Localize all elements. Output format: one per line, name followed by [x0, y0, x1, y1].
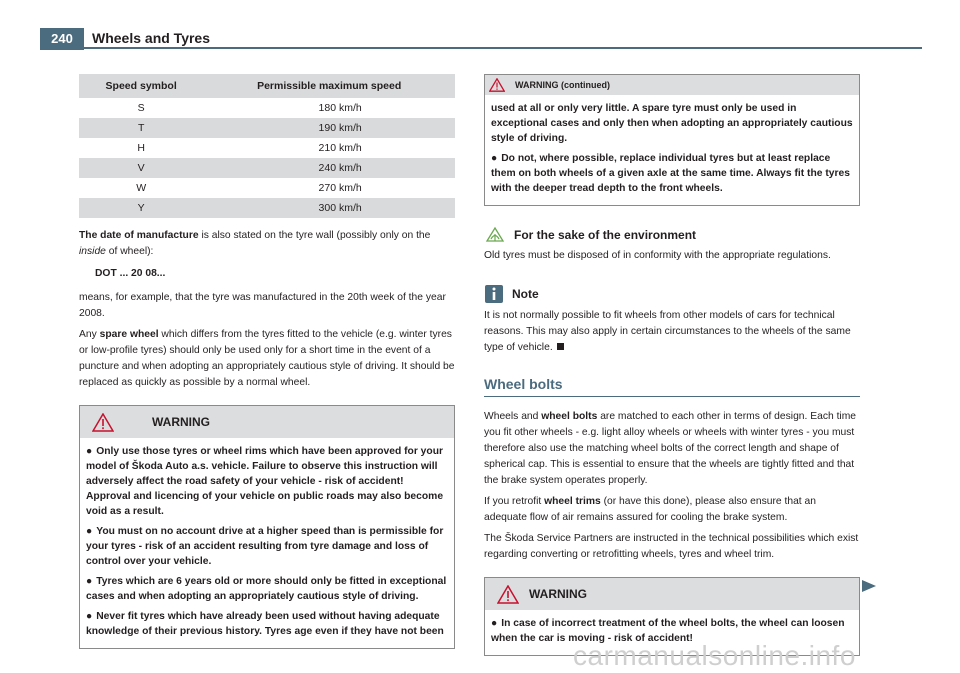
note-text: It is not normally possible to fit wheels from other models of cars for technical reasons. This may also apply in certain circumstances to the wheels of the same type of vehicle. [484, 310, 851, 353]
table-row [79, 198, 455, 218]
table-row [79, 98, 455, 118]
date-of-manufacture-paragraph [79, 228, 455, 260]
speed-cell: 300 km/h [203, 198, 455, 218]
speed-cell: 210 km/h [318, 142, 362, 154]
wheel-bolts-bold: wheel bolts [541, 411, 598, 422]
symbol-cell: S [137, 102, 145, 114]
warning-continued-body [485, 95, 859, 205]
warning-triangle-icon [92, 413, 114, 432]
warning-continued-box [484, 74, 860, 206]
means-paragraph: means, for example, that the tyre was manufactured in the 20th week of the year 2008. [79, 292, 446, 319]
dot-code: DOT ... 20 08... [95, 268, 166, 279]
symbol-cell: V [79, 158, 203, 178]
date-end: of wheel): [105, 246, 154, 257]
environment-text: Old tyres must be disposed of in conformity with the appropriate regulations. [484, 250, 831, 261]
watermark: carmanualsonline.info [573, 640, 856, 671]
header-rule [84, 47, 922, 49]
warning-item: ● Never fit tyres which have already been used without having adequate knowledge of their previous history. Tyres age even if they have not been [86, 611, 444, 637]
section-rule [484, 396, 860, 397]
warning-item: ● Tyres which are 6 years old or more should only be fitted in exceptional cases and when adopting an appropriately cautious style of driving. [86, 576, 447, 602]
wheel-bolts-paragraph-3: The Škoda Service Partners are instructed in the technical possibilities which exist regarding converting or retrofitting wheels, tyres and wheel trim. [484, 533, 859, 560]
warning-item: ● You must on no account drive at a higher speed than is permissible for your tyres - risk of an accident resulting from tyre damage and loss of control over your vehicle. [86, 526, 444, 567]
speed-cell: 180 km/h [318, 102, 362, 114]
right-column [484, 74, 860, 656]
warning-body [80, 438, 454, 648]
warning-header [485, 578, 859, 610]
warning-box [79, 405, 455, 649]
date-bold: The date of manufacture [79, 230, 199, 241]
table-row [79, 158, 455, 178]
note-heading [484, 284, 860, 304]
warning-item: ● Do not, where possible, replace individual tyres but at least replace them on both wheels of a given axle at the same time. Always fit the tyres with the deeper tread depth to the front wheels. [491, 153, 850, 194]
section-title-wheel-bolts: Wheel bolts [484, 376, 563, 392]
environment-heading [484, 226, 860, 244]
date-italic: inside [79, 246, 106, 257]
symbol-cell: H [137, 142, 145, 154]
spare-bold: spare wheel [99, 329, 159, 340]
table-row [79, 138, 455, 158]
warning-title: WARNING [152, 415, 210, 429]
symbol-cell: T [79, 118, 203, 138]
left-column [79, 74, 455, 649]
date-text: is also stated on the tyre wall (possibly only on the [198, 230, 431, 241]
table-row [79, 178, 455, 198]
col-header-speed: Permissible maximum speed [203, 74, 455, 98]
wheel-bolts-paragraph-1: Wheels and wheel bolts are matched to each other in terms of design. Each time you fit other wheels - e.g. light alloy wheels or wheels with winter tyres - you must therefore also use the matching wheel bolts of the correct length and shape of spherical cap. This is essential to ensure that the wheels are tightly fitted and that the brake system operates properly. [484, 411, 857, 486]
wheel-bolts-paragraph-2: If you retrofit wheel trims (or have this done), please also ensure that an adequate flow of air remains assured for cooling the brake system. [484, 496, 816, 523]
end-marker [557, 343, 564, 350]
environment-title: For the sake of the environment [514, 228, 697, 242]
warning-continued-title: WARNING (continued) [515, 80, 610, 90]
note-info-icon [484, 284, 504, 304]
chapter-title: Wheels and Tyres [92, 30, 211, 46]
spare-text: which differs from the tyres fitted to the vehicle (e.g. winter tyres or low-profile tyres) should only be used only for a short time in the event of a puncture and when adopting an appropriately cautious style of driving. It should be replaced as quickly as possible by a normal wheel. [79, 329, 455, 388]
warning-triangle-icon [489, 78, 505, 92]
speed-cell: 190 km/h [203, 118, 455, 138]
note-title: Note [512, 287, 539, 301]
speed-symbol-table [79, 74, 455, 218]
symbol-cell: W [136, 182, 147, 194]
col-header-symbol: Speed symbol [79, 74, 203, 98]
spare-wheel-paragraph [79, 327, 455, 391]
warning-continued-text: used at all or only very little. A spare tyre must only be used in exceptional cases and only then when adopting an appropriately cautious style of driving. [491, 103, 853, 144]
warning-header [80, 406, 454, 438]
table-row [79, 118, 455, 138]
continue-arrow-icon [862, 580, 876, 592]
recycle-leaf-icon [484, 226, 506, 244]
speed-cell: 270 km/h [318, 182, 362, 194]
warning-triangle-icon [497, 585, 519, 604]
symbol-cell: Y [79, 198, 203, 218]
spare-pre: Any [79, 329, 100, 340]
warning-title: WARNING [529, 587, 587, 601]
warning-item: ● Only use those tyres or wheel rims which have been approved for your model of Škoda Auto a.s. vehicle. Failure to observe this instruction will adversely affect the road safety of your vehicle - risk of accident! Approval and licencing of your vehicle on public roads may also become void as a result. [86, 446, 444, 517]
wheel-trims-bold: wheel trims [544, 496, 601, 507]
page-number: 240 [40, 28, 84, 50]
warning-continued-header [485, 75, 859, 95]
warning-item: ● In case of incorrect treatment of the wheel bolts, the wheel can loosen when the car is moving - risk of accident! [491, 618, 845, 644]
speed-cell: 240 km/h [203, 158, 455, 178]
